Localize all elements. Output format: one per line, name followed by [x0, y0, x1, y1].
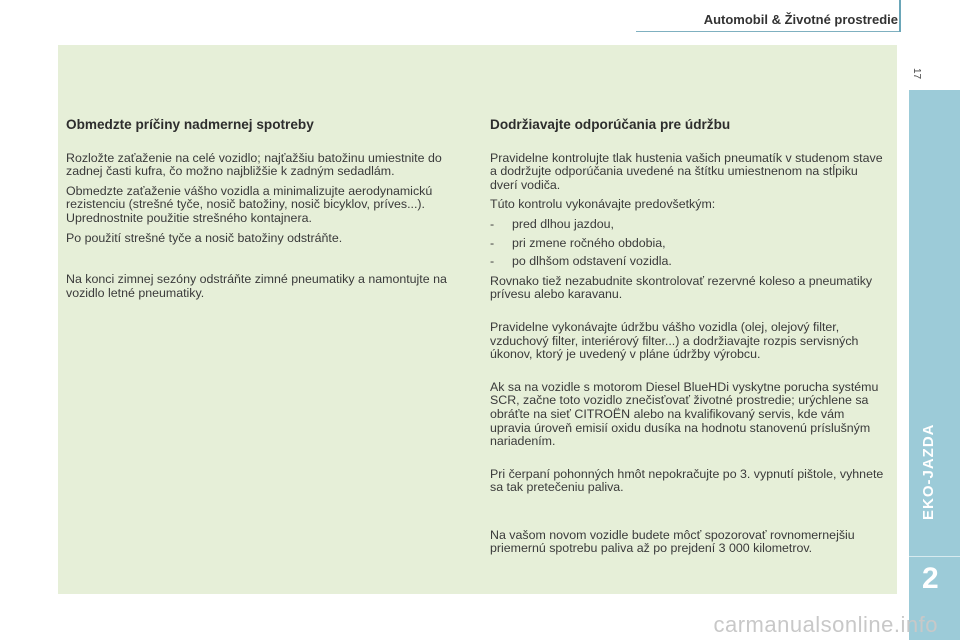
right-paragraph-4: Pravidelne vykonávajte údržbu vášho vozidla (olej, olejový filter, vzduchový filter, interiérový filter...) a dodržiavajte rozpis servisných úkonov, ktorý je uvedený v pláne údržby výrobcu.	[490, 319, 859, 362]
left-paragraph-4: Na konci zimnej sezóny odstráňte zimné pneumatiky a namontujte na vozidlo letné pneumatiky.	[66, 272, 447, 300]
right-heading: Dodržiavajte odporúčania pre údržbu	[490, 117, 731, 132]
watermark: carmanualsonline.info	[713, 612, 938, 637]
left-paragraph-2: Obmedzte zaťaženie vášho vozidla a minimalizujte aerodynamickú rezistenciu (strešné tyče, nosič batožiny, nosič bicyklov, príves...). Uprednostnite použitie strešného kontajnera.	[66, 183, 433, 225]
list-item: - pred dlhou jazdou,	[490, 218, 886, 232]
list-item: - pri zmene ročného obdobia,	[490, 237, 886, 251]
header-divider	[636, 31, 900, 32]
page-number: 17	[911, 68, 922, 80]
left-paragraph-1: Rozložte zaťaženie na celé vozidlo; najťažšiu batožinu umiestnite do zadnej časti kufra, čo možno najbližšie k zadným sedadlám.	[66, 150, 442, 179]
right-paragraph-1: Pravidelne kontrolujte tlak hustenia vašich pneumatík v studenom stave a dodržujte odporúčania uvedené na štítku umiestnenom na stĺpiku dverí vodiča.	[490, 150, 883, 192]
right-paragraph-2: Túto kontrolu vykonávajte predovšetkým:	[490, 197, 716, 212]
right-column	[490, 118, 886, 562]
chapter-side-tab	[909, 90, 960, 640]
list-item: - po dlhšom odstavení vozidla.	[490, 255, 886, 269]
right-paragraph-5: Ak sa na vozidle s motorom Diesel BlueHDi vyskytne porucha systému SCR, začne toto vozidlo znečisťovať životné prostredie; urýchlene sa obráťte na sieť CITROËN alebo na kvalifikovaný servis, kde vám upravia úroveň emisií oxidu dusíka na hodnotu stanovenú príslušným nariadením.	[490, 379, 879, 449]
right-paragraph-6: Pri čerpaní pohonných hmôt nepokračujte po 3. vypnutí pištole, vyhnete sa tak pretečeniu paliva.	[490, 466, 884, 495]
right-paragraph-3: Rovnako tiež nezabudnite skontrolovať rezervné koleso a pneumatiky prívesu alebo karavanu.	[490, 273, 873, 302]
left-column	[66, 118, 470, 306]
check-list	[490, 218, 886, 269]
side-tab-divider	[909, 556, 960, 557]
header-title: Automobil & Životné prostredie	[703, 12, 898, 27]
header-accent-bar	[899, 0, 901, 32]
right-paragraph-7: Na vašom novom vozidle budete môcť spozorovať rovnomernejšiu priemernú spotrebu paliva až po prejdení 3 000 kilometrov.	[490, 527, 855, 556]
left-heading: Obmedzte príčiny nadmernej spotreby	[66, 117, 314, 132]
chapter-label: EKO-JAZDA	[920, 423, 937, 520]
left-paragraph-3: Po použití strešné tyče a nosič batožiny odstráňte.	[66, 230, 343, 245]
chapter-number: 2	[922, 562, 939, 595]
